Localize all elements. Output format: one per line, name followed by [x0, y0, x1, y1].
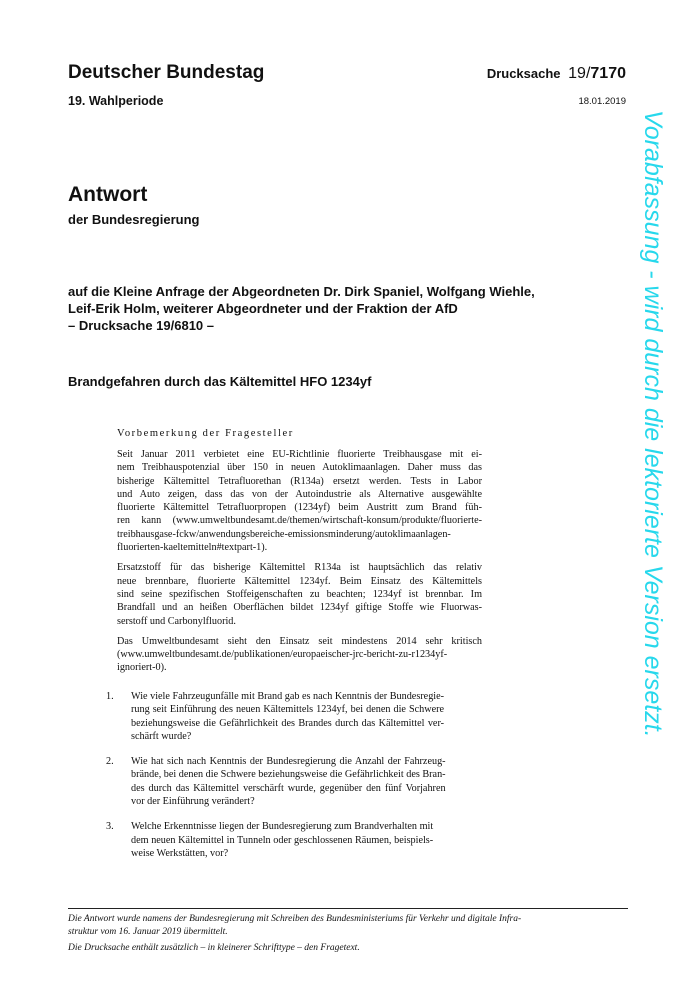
drucksache-label: Drucksache: [486, 66, 561, 81]
question-number: 2.: [106, 756, 114, 768]
inquiry-line: auf die Kleine Anfrage der Abgeordneten Dr. Dirk Spaniel, Wolfgang Wiehle,: [68, 284, 535, 299]
question-list: [106, 690, 482, 872]
document-subtitle: der Bundesregierung: [68, 212, 200, 227]
question-number: 3.: [106, 821, 114, 833]
question-item: [106, 820, 482, 860]
footer-note: [68, 913, 630, 955]
drucksache-number: [487, 65, 626, 83]
preliminary-remarks: [117, 428, 482, 682]
document-title: Antwort: [68, 183, 148, 206]
question-text: Welche Erkenntnisse liegen der Bundesregierung zum Brandverhalten mit dem neuen Kältemittel in Tunneln oder geschlossenen Räumen, beispiels- weise Werkstätten, vor?: [131, 821, 434, 859]
inquiry-line: Leif-Erik Holm, weiterer Abgeordneter und der Fraktion der AfD: [68, 301, 458, 316]
footer-divider: [68, 908, 628, 909]
question-item: [106, 755, 482, 808]
footer-line: Die Drucksache enthält zusätzlich – in kleinerer Schrifttype – den Fragetext.: [68, 943, 360, 953]
inquiry-topic: Brandgefahren durch das Kältemittel HFO 1234yf: [68, 374, 372, 389]
footer-line: struktur vom 16. Januar 2019 übermittelt.: [68, 927, 228, 937]
preliminary-paragraph: Seit Januar 2011 verbietet eine EU-Richtlinie fluorierte Treibhausgase mit ei- nem Treibhauspotenzial über 150 in neuen Autoklimaanlagen. Daher muss das bisherige Kältemittel Tetrafluorethan (R134a) ersetzt werden. Tests in Labor und Auto zeigen, dass das von der Autoindustrie als Alternative ausgewählte fluorierte Kältemittel Tetrafluorpropen (1234yf) beim Austritt zum Brand füh- ren kann (www.umweltbundesamt.de/themen/wirtschaft-konsum/produkte/fluorierte- treibhausgase-fckw/anwendungsbereiche-emissionsminderung/autoklimaanlagen- fluorierten-kaeltemitteln#textpart-1).: [117, 449, 482, 554]
preliminary-paragraph: Ersatzstoff für das bisherige Kältemittel R134a ist hauptsächlich das relativ neue brennbare, fluorierte Kältemittel 1234yf. Beim Einsatz des Kältemittels sind seine spezifischen Stoffeigenschaften zu beachten; 1234yf ist brennbar. Im Brandfall und an heißen Oberflächen bildet 1234yf giftige Stoffe wie Fluorwas- serstoff und Carbonylfluorid.: [117, 562, 482, 627]
preliminary-heading: Vorbemerkung der Fragesteller: [117, 428, 294, 439]
inquiry-line: – Drucksache 19/6810 –: [68, 318, 214, 333]
organization-name: Deutscher Bundestag: [68, 62, 265, 83]
question-item: [106, 690, 482, 743]
legislative-period: 19. Wahlperiode: [68, 94, 164, 108]
preliminary-paragraph: Das Umweltbundesamt sieht den Einsatz seit mindestens 2014 sehr kritisch (www.umweltbundesamt.de/publikationen/europaeischer-jrc-bericht-zu-r1234yf- ignoriert-0).: [117, 635, 482, 674]
question-text: Wie hat sich nach Kenntnis der Bundesregierung die Anzahl der Fahrzeug- brände, bei denen die Schwere beziehungsweise die Gefährlichkeit des Bran- des durch das Kältemittel verschärft wurde, gegenüber den fünf Vorjahren vor der Einführung verändert?: [131, 756, 446, 808]
draft-watermark: Vorabfassung - wird durch die lektorierte Version ersetzt.: [639, 110, 667, 738]
footer-line: Die Antwort wurde namens der Bundesregierung mit Schreiben des Bundesministeriums für Verkehr und digitale Infra-: [68, 914, 522, 924]
inquiry-reference: [68, 283, 608, 334]
drucksache-id: 19/7170: [568, 65, 626, 82]
question-number: 1.: [106, 691, 114, 702]
question-text: Wie viele Fahrzeugunfälle mit Brand gab es nach Kenntnis der Bundesregie- rung seit Einführung des neuen Kältemittels 1234yf, bei denen die Schwere beziehungsweise die Gefährlichkeit des Brandes durch das Kältemittel ver- schärft wurde?: [131, 691, 445, 742]
document-date: 18.01.2019: [578, 96, 626, 107]
